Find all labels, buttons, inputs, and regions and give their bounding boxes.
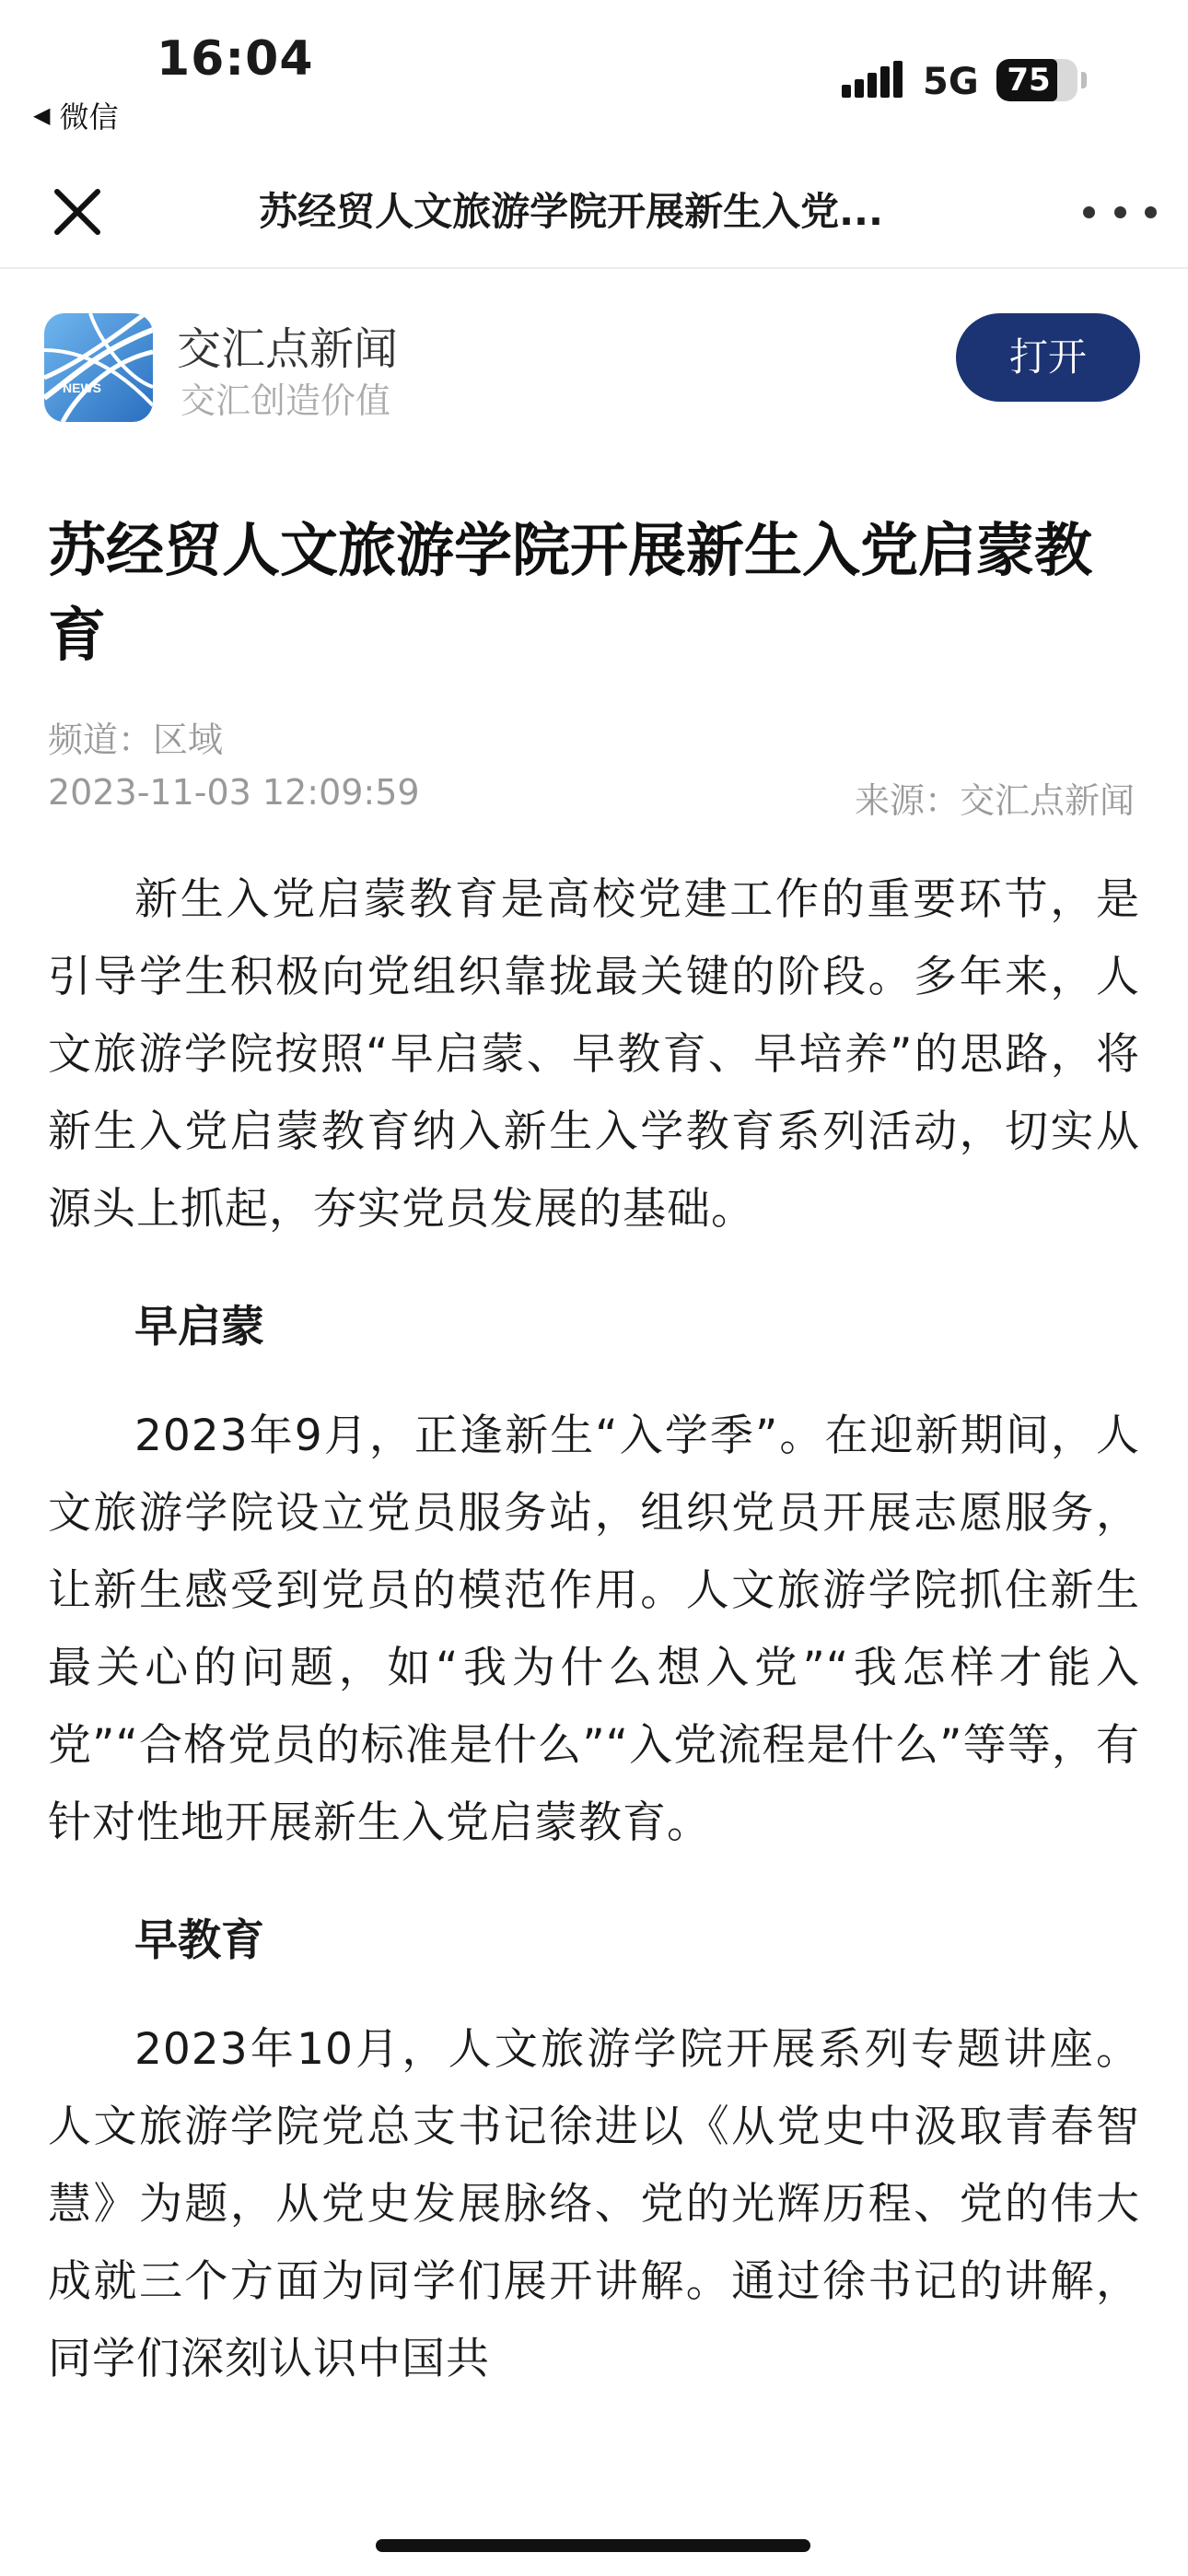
- article-body: [48, 861, 1140, 2398]
- article-channel: 频道：区域: [48, 720, 224, 760]
- battery-percent: 75: [1007, 62, 1051, 99]
- section-heading: 早教育: [134, 1915, 264, 1966]
- article-paragraph: 新生入党启蒙教育是高校党建工作的重要环节，是引导学生积极向党组织靠拢最关键的阶段。多年来，人文旅游学院按照“早启蒙、早教育、早培养”的思路，将新生入党启蒙教育纳入新生入学教育系列活动，切实从源头上抓起，夯实党员发展的基础。: [48, 874, 1140, 1235]
- status-time: 16:04: [157, 31, 314, 87]
- close-button[interactable]: [44, 179, 111, 245]
- back-arrow-icon: ◀: [33, 102, 51, 128]
- page-title: 苏经贸人文旅游学院开展新生入党...: [259, 189, 883, 234]
- network-type: 5G: [923, 61, 979, 103]
- back-to-wechat-link[interactable]: [33, 94, 118, 136]
- news-logo-icon: [44, 313, 153, 422]
- signal-strength-icon: [842, 61, 903, 98]
- article-date: 2023-11-03 12:09:59: [48, 772, 420, 813]
- section-heading: 早启蒙: [134, 1302, 264, 1352]
- app-slogan: 交汇创造价值: [181, 381, 391, 421]
- open-app-button[interactable]: 打开: [956, 313, 1140, 402]
- home-indicator[interactable]: [376, 2539, 810, 2552]
- more-dots-icon: [1083, 206, 1095, 218]
- nav-bar: [0, 157, 1188, 269]
- battery-cap: [1081, 72, 1087, 88]
- more-options-button[interactable]: [1083, 190, 1157, 234]
- app-name: 交汇点新闻: [177, 323, 399, 375]
- app-download-banner: [0, 304, 1188, 433]
- battery-icon: [996, 59, 1077, 101]
- article-title: 苏经贸人文旅游学院开展新生入党启蒙教育: [48, 517, 1092, 669]
- svg-text:NEWS: NEWS: [63, 381, 101, 395]
- app-logo: [44, 313, 153, 422]
- close-icon: [44, 179, 111, 245]
- back-app-label: 微信: [59, 100, 119, 135]
- article-source[interactable]: 来源：交汇点新闻: [854, 780, 1135, 821]
- article-paragraph: 2023年9月，正逢新生“入学季”。在迎新期间，人文旅游学院设立党员服务站，组织党员开展志愿服务，让新生感受到党员的模范作用。人文旅游学院抓住新生最关心的问题，如“我为什么想入党”“我怎样才能入党”“合格党员的标准是什么”“入党流程是什么”等等，有针对性地开展新生入党启蒙教育。: [48, 1411, 1140, 1848]
- article-paragraph: 2023年10月，人文旅游学院开展系列专题讲座。人文旅游学院党总支书记徐进以《从党史中汲取青春智慧》为题，从党史发展脉络、党的光辉历程、党的伟大成就三个方面为同学们展开讲解。通过徐书记的讲解，同学们深刻认识中国共: [48, 2024, 1140, 2384]
- status-bar: [0, 0, 1188, 138]
